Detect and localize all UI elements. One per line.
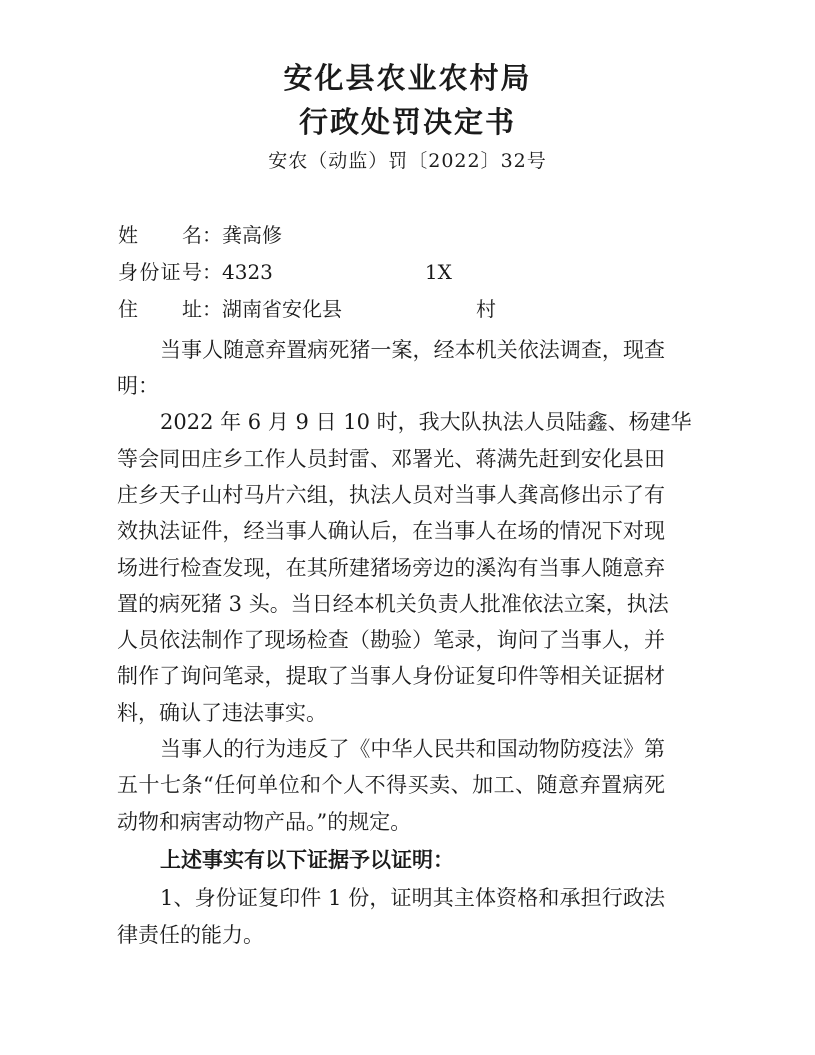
body-line: 动物和病害动物产品。”的规定。 (117, 810, 412, 834)
body-line: 等会同田庄乡工作人员封雷、邓署光、蒋满先赶到安化县田 (117, 447, 665, 471)
body-line: 明： (117, 374, 159, 398)
body-line: 当事人的行为违反了《中华人民共和国动物防疫法》第 (160, 737, 665, 761)
body-line: 置的病死猪 3 头。当日经本机关负责人批准依法立案，执法 (117, 592, 669, 616)
body-line: 场进行检查发现，在其所建猪场旁边的溪沟有当事人随意弃 (117, 556, 665, 580)
document-title-agency: 安化县农业农村局 (283, 61, 532, 95)
address-label: 住址 (118, 297, 202, 321)
body-line: 2022 年 6 月 9 日 10 时，我大队执法人员陆鑫、杨建华 (160, 410, 692, 434)
evidence-item: 1、身份证复印件 1 份，证明其主体资格和承担行政法 (160, 886, 665, 910)
name-value: 龚高修 (222, 223, 282, 247)
name-label: 姓名 (118, 223, 202, 247)
evidence-heading: 上述事实有以下证据予以证明： (160, 847, 454, 872)
body-line: 当事人随意弃置病死猪一案，经本机关依法调查，现查 (160, 338, 665, 362)
document-number: 安农（动监）罚〔2022〕32号 (268, 150, 547, 172)
address-value-prefix: 湖南省安化县 (222, 297, 342, 321)
body-line: 人员依法制作了现场检查（勘验）笔录，询问了当事人，并 (117, 628, 665, 652)
address-value-suffix: 村 (476, 297, 496, 321)
party-id-row: 身份证号：4323 1X (118, 256, 452, 285)
id-label: 身份证号 (118, 260, 202, 284)
party-address-row: 住址：湖南省安化县 村 (118, 293, 496, 322)
body-line: 五十七条“任何单位和个人不得买卖、加工、随意弃置病死 (117, 773, 665, 797)
document-title-type: 行政处罚决定书 (298, 105, 516, 139)
body-line: 庄乡天子山村马片六组，执法人员对当事人龚高修出示了有 (117, 483, 665, 507)
body-line: 效执法证件，经当事人确认后，在当事人在场的情况下对现 (117, 519, 665, 543)
body-line: 制作了询问笔录，提取了当事人身份证复印件等相关证据材 (117, 664, 665, 688)
party-name-row: 姓名：龚高修 (118, 219, 282, 248)
id-value-prefix: 4323 (222, 260, 273, 284)
evidence-item: 律责任的能力。 (117, 923, 264, 947)
body-line: 料，确认了违法事实。 (117, 701, 327, 725)
id-value-suffix: 1X (424, 260, 452, 284)
